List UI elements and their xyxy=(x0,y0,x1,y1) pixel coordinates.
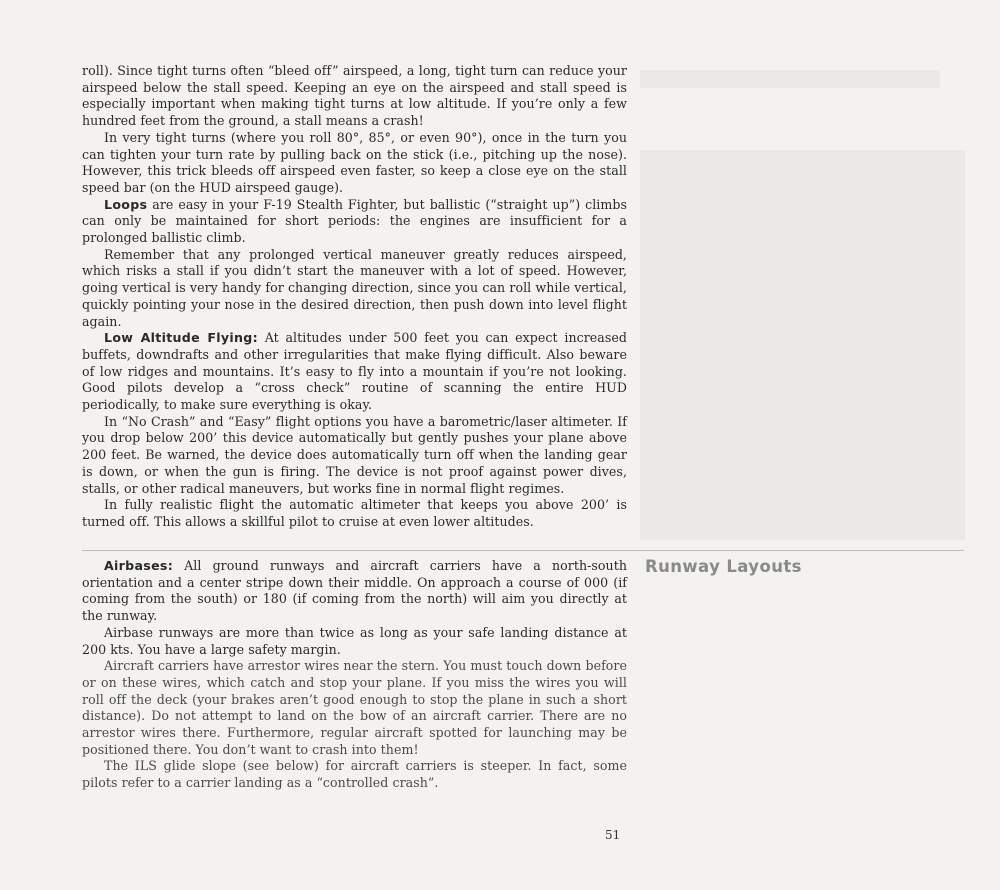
paragraph xyxy=(82,247,627,331)
paragraph-text: Aircraft carriers have arrestor wires near the stern. You must touch down before or on these wires, which catch and stop your plane. If you miss the wires you will roll off the deck (your brakes aren’t good enough to stop the plane in such a short distance). Do not attempt to land on the bow of an aircraft carrier. There are no arrestor wires there. Furthermore, regular aircraft spotted for launching may be positioned there. You don’t want to crash into them! xyxy=(82,658,627,757)
sidebar-heading: Runway Layouts xyxy=(645,557,802,576)
paragraph xyxy=(82,625,627,658)
run-in-heading-airbases: Airbases: xyxy=(104,558,174,573)
paragraph-text: Airbase runways are more than twice as long as your safe landing distance at 200 kts. You have a large safety margin. xyxy=(82,624,627,657)
paragraph-text: The ILS glide slope (see below) for aircraft carriers is steeper. In fact, some pilots refer to a carrier landing as a “controlled crash”. xyxy=(82,758,627,791)
paragraph-text: In “No Crash” and “Easy” flight options you have a barometric/laser altimeter. If you drop below 200’ this device automatically but gently pushes your plane above 200 feet. Be warned, the device does automatically turn off when the landing gear is down, or when the gun is firing. The device is not proof against power dives, stalls, or other radical maneuvers, but works fine in normal flight regimes. xyxy=(82,413,627,496)
paragraph-text: roll). Since tight turns often “bleed off” airspeed, a long, tight turn can reduce your airspeed below the stall speed. Keeping an eye on the airspeed and stall speed is especially important when making tight turns at low altitude. If you’re only a few hundred feet from the ground, a stall means a crash! xyxy=(82,63,627,129)
paragraph-text: are easy in your F-19 Stealth Fighter, but ballistic (“straight up”) climbs can only be maintained for short periods: the engines are insufficient for a prolonged ballistic climb. xyxy=(82,196,627,246)
page-number: 51 xyxy=(605,828,621,842)
paragraph xyxy=(82,658,627,758)
paragraph xyxy=(82,758,627,791)
text-column-bottom xyxy=(82,558,627,792)
paragraph xyxy=(82,558,627,625)
paragraph-text: In fully realistic flight the automatic altimeter that keeps you above 200’ is turned off. This allows a skillful pilot to cruise at even lower altitudes. xyxy=(82,497,627,529)
paragraph xyxy=(82,130,627,197)
section-divider xyxy=(82,550,964,551)
show-through-strip xyxy=(640,70,940,88)
paragraph xyxy=(82,63,627,130)
text-column-top xyxy=(82,63,627,531)
paragraph-text: In very tight turns (where you roll 80°, 85°, or even 90°), once in the turn you can tighten your turn rate by pulling back on the stick (i.e., pitching up the nose). However, this trick bleeds off airspeed even faster, so keep a close eye on the stall speed bar (on the HUD airspeed gauge). xyxy=(82,129,627,195)
run-in-heading-loops: Loops xyxy=(104,196,148,212)
paragraph xyxy=(82,330,627,414)
run-in-heading-low-altitude: Low Altitude Flying: xyxy=(104,330,258,346)
paragraph xyxy=(82,414,627,498)
show-through-box xyxy=(640,150,965,540)
paragraph-text: Remember that any prolonged vertical maneuver greatly reduces airspeed, which risks a stall if you didn’t start the maneuver with a lot of speed. However, going vertical is very handy for changing direction, since you can roll while vertical, quickly pointing your nose in the desired direction, then push down into level flight again. xyxy=(82,246,627,329)
paragraph-text: All ground runways and aircraft carriers have a north-south orientation and a center stripe down their middle. On approach a course of 000 (if coming from the south) or 180 (if coming from the north) will aim you directly at the runway. xyxy=(82,558,627,624)
paragraph xyxy=(82,197,627,247)
paragraph-text: At altitudes under 500 feet you can expect increased buffets, downdrafts and other irregularities that make flying difficult. Also beware of low ridges and mountains. It’s easy to fly into a mountain if you’re not looking. Good pilots develop a “cross check” routine of scanning the entire HUD periodically, to make sure everything is okay. xyxy=(82,330,627,413)
paragraph xyxy=(82,497,627,530)
